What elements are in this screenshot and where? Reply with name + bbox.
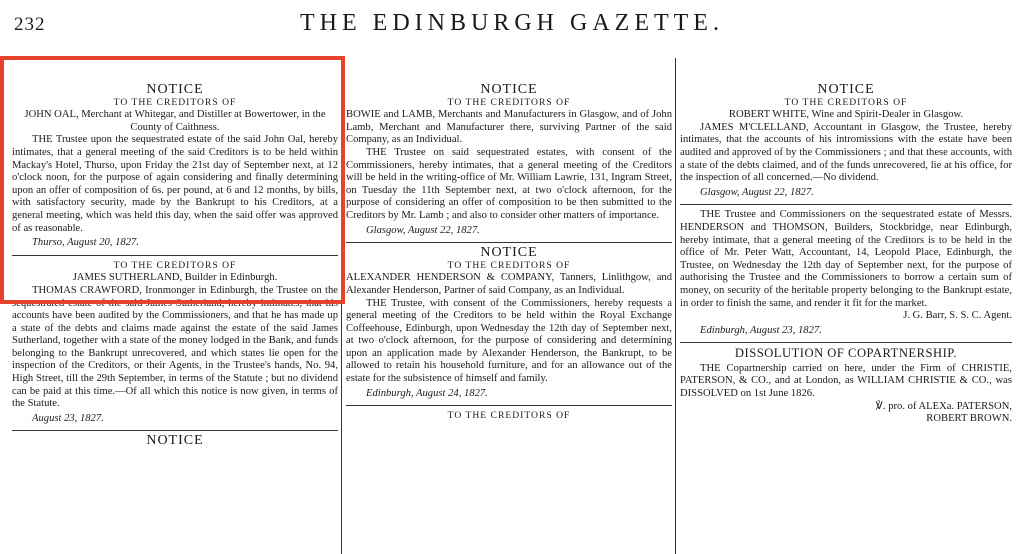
notice-date: August 23, 1827.: [32, 412, 104, 424]
notice-body: THE Trustee on said sequestrated estates, with consent of the Commissioners, hereby intimates, that a general meeting of the Creditors will be held in the writing-office of Mr. William Lawrie, 131, Ingram Street, on Tuesday the 11th September next, at two o'clock afternoon, for the purpose of considering an offer of composition to be then submitted to the Creditors by Mr. Lamb ; and also to consider other matters of importance.: [346, 146, 672, 221]
notice-signer: ROBERT BROWN.: [926, 413, 1012, 425]
to-creditors-label: TO THE CREDITORS OF: [784, 96, 908, 108]
notice-date: Glasgow, August 22, 1827.: [366, 224, 480, 236]
highlight-box: [0, 56, 345, 304]
bankrupt-name: BOWIE and LAMB, Merchants and Manufacturers in Glasgow, and of John Lamb, Merchant and Manufacturer there, surviving Partner of the said Company, as an Individual.: [346, 109, 672, 146]
column-3: [680, 82, 1012, 426]
notice-bowie-and-lamb: [346, 84, 672, 237]
to-creditors-label: TO THE CREDITORS OF: [113, 259, 237, 271]
notice-signer: ℣. pro. of ALEXa. PATERSON,: [875, 400, 1012, 412]
column-divider: [675, 58, 676, 554]
to-creditors-label: TO THE CREDITORS OF: [113, 96, 237, 108]
notice-heading: NOTICE: [480, 245, 538, 261]
notice-date: Glasgow, August 22, 1827.: [700, 186, 814, 198]
notice-body: THOMAS CRAWFORD, Ironmonger in Edinburgh, the Trustee on the sequestrated estate of the said James Sutherland, hereby intimates, that his accounts have been audited by the Commissioners, and that he has made up a state of the debts and claims made against the estate of the said James Sutherland, together with a state of the money lodged in the Bank, and funds belonging to the Bankrupt unrecovered, and which states lie open for the inspection of the Creditors, or their Agents, in the Trustee's hands, No. 94, High Street, till the 29th September, in terms of the Statute ; but no dividend can be paid at this time.—Of all which this notice is now given, in terms of the Statute.: [12, 284, 338, 410]
notice-alexander-henderson: [346, 247, 672, 400]
to-creditors-label: TO THE CREDITORS OF: [447, 259, 571, 271]
notice-date: Thurso, August 20, 1827.: [32, 237, 139, 249]
notice-heading: NOTICE: [146, 433, 204, 449]
notice-body: THE Trustee, with consent of the Commissioners, hereby requests a general meeting of the Creditors to be held within the Royal Exchange Coffeehouse, Edinburgh, upon Wednesday the 12th day of September next, at two o'clock afternoon, for the purpose of considering and determining upon an application made by Alexander Henderson, the Bankrupt, to be allowed to retain his household furniture, and for an allowance out of the estate for the subsistence of himself and family.: [346, 297, 672, 385]
notice-separator: [12, 430, 338, 431]
notice-signer: J. G. Barr, S. S. C. Agent.: [903, 310, 1012, 322]
to-creditors-label: TO THE CREDITORS OF: [447, 410, 571, 422]
notice-body: THE Copartnership carried on here, under the Firm of CHRISTIE, PATERSON, & CO., and at London, as WILLIAM CHRISTIE & CO., was DISSOLVED on 1st June 1826.: [680, 362, 1012, 400]
notice-date: Edinburgh, August 23, 1827.: [700, 324, 822, 336]
notice-date: Edinburgh, August 24, 1827.: [366, 387, 488, 399]
notice-heading: NOTICE: [817, 82, 875, 97]
masthead-title: THE EDINBURGH GAZETTE.: [300, 10, 724, 36]
bankrupt-name: JOHN OAL, Merchant at Whitegar, and Distiller at Bowertower, in the County of Caithness.: [24, 109, 326, 133]
notice-separator: [680, 204, 1012, 205]
notice-henderson-thomson: [680, 209, 1012, 337]
bankrupt-name: JAMES SUTHERLAND, Builder in Edinburgh.: [72, 272, 278, 284]
notice-separator: [680, 342, 1012, 343]
notice-separator: [346, 405, 672, 406]
bankrupt-name: ROBERT WHITE, Wine and Spirit-Dealer in Glasgow.: [728, 109, 964, 121]
notice-robert-white: [680, 84, 1012, 199]
notice-heading: NOTICE: [146, 82, 204, 97]
page-number: 232: [14, 14, 46, 35]
notice-separator: [346, 242, 672, 243]
notice-body: JAMES M'CLELLAND, Accountant in Glasgow, the Trustee, hereby intimates, that the accounts of his intromissions with the estate have been audited and approved of by the Commissioners ; and that these accounts, with a state of the debts claimed, and of the funds unrecovered, lie at his office, for the inspection of all concerned.—No dividend.: [680, 121, 1012, 184]
to-creditors-label: TO THE CREDITORS OF: [447, 96, 571, 108]
notice-heading: NOTICE: [480, 82, 538, 97]
notice-body: THE Trustee upon the sequestrated estate of the said John Oal, hereby intimates, that a general meeting of the said Creditors is to be held within Mackay's Hotel, Thurso, upon Friday the 21st day of September next, at 12 o'clock noon, for the purpose of again considering and finally determining upon an offer of composition of 6s. per pound, at 6 and 12 months, by bills, with satisfactory security, made by the Bankrupt to his Creditors, at a general meeting, which was held this day, when the said offer was approved of as reasonable.: [12, 134, 338, 234]
column-2: [346, 82, 672, 423]
notice-dissolution: [680, 347, 1012, 426]
notice-body: THE Trustee and Commissioners on the sequestrated estate of Messrs. HENDERSON and THOMSON, Builders, Stockbridge, near Edinburgh, hereby intimate, that a general meeting of the Creditors is to be held in the office of Mr. Peter Watt, Accountant, 14, Leopold Place, Edinburgh, the Trustee, on Wednesday the 12th day of September next, for the purpose of authorising the Trustee and the Commissioners to borrow a certain sum of money, on security of the heritable property belonging to the Bankrupt estate, in order to finish the same, and render it fit for the market.: [680, 209, 1012, 309]
bankrupt-name: ALEXANDER HENDERSON & COMPANY, Tanners, Linlithgow, and Alexander Henderson, Partner of said Company, as an Individual.: [346, 272, 672, 296]
dissolution-heading: DISSOLUTION OF COPARTNERSHIP.: [734, 346, 958, 361]
